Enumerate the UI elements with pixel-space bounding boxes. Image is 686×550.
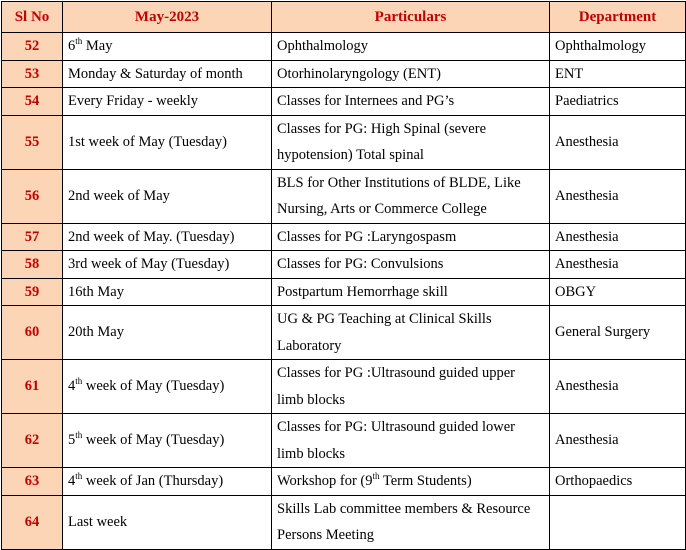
date-cell — [63, 88, 272, 116]
date-cell — [63, 468, 272, 496]
particulars-text: Classes for Internees and PG’s — [277, 93, 455, 109]
sl-no-cell — [2, 360, 63, 414]
department-text: Anesthesia — [555, 256, 619, 272]
date-cell — [63, 33, 272, 61]
particulars-cell — [272, 495, 550, 549]
table-row — [2, 306, 686, 360]
date-text-rest: week of Jan (Thursday) — [82, 473, 224, 489]
department-cell — [550, 88, 686, 116]
department-text: Anesthesia — [555, 133, 619, 150]
particulars-cell — [272, 223, 550, 251]
department-cell — [550, 306, 686, 360]
date-text: 5 — [68, 432, 76, 449]
header-particulars: Particulars — [272, 2, 550, 33]
date-cell — [63, 278, 272, 306]
sl-no-cell — [2, 60, 63, 88]
table-row — [2, 115, 686, 169]
table-row — [2, 223, 686, 251]
department-cell — [550, 60, 686, 88]
department-text: Ophthalmology — [555, 38, 647, 54]
sl-no-value: 63 — [24, 473, 40, 489]
table-row — [2, 60, 686, 88]
date-text: 16th May — [68, 283, 124, 300]
table-row — [2, 360, 686, 414]
table-row — [2, 278, 686, 306]
date-text: 4 — [68, 378, 76, 395]
sl-no-cell — [2, 33, 63, 61]
particulars-cell — [272, 306, 550, 360]
particulars-text: Classes for PG :Ultrasound guided upper limb blocks — [277, 365, 516, 408]
date-cell — [63, 414, 272, 468]
date-superscript: th — [75, 471, 83, 481]
sl-no-value: 52 — [24, 38, 40, 54]
department-cell — [550, 414, 686, 468]
date-cell — [63, 115, 272, 169]
particulars-cell — [272, 115, 550, 169]
department-text: OBGY — [555, 283, 597, 300]
particulars-cell — [272, 278, 550, 306]
particulars-text: Otorhinolaryngology (ENT) — [277, 65, 441, 82]
date-text: 2nd week of May. (Tuesday) — [68, 228, 235, 245]
particulars-text: Classes for PG: Ultrasound guided lower limb blocks — [277, 419, 516, 462]
department-cell — [550, 169, 686, 223]
particulars-cell — [272, 33, 550, 61]
particulars-cell — [272, 360, 550, 414]
sl-no-value: 58 — [24, 256, 40, 272]
particulars-text: BLS for Other Institutions of BLDE, Like Nursing, Arts or Commerce College — [277, 174, 521, 217]
particulars-text-rest: Term Students) — [379, 473, 472, 489]
particulars-text: Classes for PG: High Spinal (severe hypotension) Total spinal — [277, 120, 487, 163]
table-row — [2, 495, 686, 549]
date-superscript: th — [75, 430, 83, 441]
particulars-text: UG & PG Teaching at Clinical Skills Laboratory — [277, 311, 492, 354]
date-text-rest: May — [82, 38, 113, 54]
department-cell — [550, 115, 686, 169]
department-text: Anesthesia — [555, 378, 619, 395]
table-row — [2, 169, 686, 223]
date-text: Every Friday - weekly — [68, 93, 199, 109]
department-text: Orthopaedics — [555, 473, 633, 489]
sl-no-value: 57 — [24, 228, 40, 245]
sl-no-value: 56 — [24, 187, 40, 204]
header-department: Department — [550, 2, 686, 33]
sl-no-value: 64 — [24, 513, 40, 530]
particulars-text: Workshop for (9 — [277, 473, 373, 489]
department-cell — [550, 33, 686, 61]
sl-no-cell — [2, 251, 63, 279]
particulars-text: Classes for PG :Laryngospasm — [277, 228, 457, 245]
sl-no-cell — [2, 223, 63, 251]
date-text-rest: week of May (Tuesday) — [82, 378, 225, 395]
sl-no-cell — [2, 278, 63, 306]
sl-no-value: 54 — [24, 93, 40, 109]
department-cell — [550, 360, 686, 414]
date-cell — [63, 60, 272, 88]
date-cell — [63, 495, 272, 549]
date-cell — [63, 251, 272, 279]
particulars-cell — [272, 414, 550, 468]
particulars-cell — [272, 251, 550, 279]
particulars-text: Ophthalmology — [277, 38, 369, 54]
sl-no-cell — [2, 468, 63, 496]
particulars-cell — [272, 88, 550, 116]
sl-no-cell — [2, 414, 63, 468]
sl-no-value: 60 — [24, 324, 40, 341]
sl-no-cell — [2, 169, 63, 223]
table-row — [2, 33, 686, 61]
date-text-rest: week of May (Tuesday) — [82, 432, 225, 449]
table-row — [2, 88, 686, 116]
department-cell — [550, 278, 686, 306]
date-cell — [63, 306, 272, 360]
sl-no-cell — [2, 115, 63, 169]
table-row — [2, 468, 686, 496]
date-text: Monday & Saturday of month — [68, 65, 243, 82]
date-superscript: th — [75, 376, 83, 387]
schedule-table — [1, 1, 686, 550]
date-text: 20th May — [68, 324, 124, 341]
department-cell — [550, 495, 686, 549]
particulars-cell — [272, 60, 550, 88]
date-text: 2nd week of May — [68, 187, 170, 204]
table-row — [2, 414, 686, 468]
sl-no-cell — [2, 88, 63, 116]
date-text: 1st week of May (Tuesday) — [68, 133, 227, 150]
date-text: 4 — [68, 473, 76, 489]
sl-no-value: 61 — [24, 378, 40, 395]
header-month: May-2023 — [63, 2, 272, 33]
department-text: General Surgery — [555, 324, 651, 341]
header-row — [2, 2, 686, 33]
table-row — [2, 251, 686, 279]
particulars-cell — [272, 468, 550, 496]
date-superscript: th — [75, 36, 83, 46]
department-cell — [550, 251, 686, 279]
date-text: 6 — [68, 38, 76, 54]
sl-no-value: 53 — [24, 65, 40, 82]
department-text: ENT — [555, 65, 584, 82]
department-cell — [550, 223, 686, 251]
sl-no-value: 59 — [24, 283, 40, 300]
department-text: Anesthesia — [555, 187, 619, 204]
date-cell — [63, 223, 272, 251]
date-cell — [63, 169, 272, 223]
particulars-text: Postpartum Hemorrhage skill — [277, 283, 448, 300]
department-cell — [550, 468, 686, 496]
department-text: Anesthesia — [555, 432, 619, 449]
sl-no-cell — [2, 306, 63, 360]
header-sl-no: Sl No — [2, 2, 63, 33]
sl-no-cell — [2, 495, 63, 549]
sl-no-value: 62 — [24, 432, 40, 449]
date-text: Last week — [68, 513, 128, 530]
particulars-text: Skills Lab committee members & Resource Persons Meeting — [277, 500, 531, 543]
date-text: 3rd week of May (Tuesday) — [68, 256, 230, 272]
particulars-text: Classes for PG: Convulsions — [277, 256, 444, 272]
department-text: Paediatrics — [555, 93, 619, 109]
particulars-cell — [272, 169, 550, 223]
date-cell — [63, 360, 272, 414]
department-text: Anesthesia — [555, 228, 619, 245]
particulars-superscript: th — [372, 471, 380, 481]
sl-no-value: 55 — [24, 133, 40, 150]
